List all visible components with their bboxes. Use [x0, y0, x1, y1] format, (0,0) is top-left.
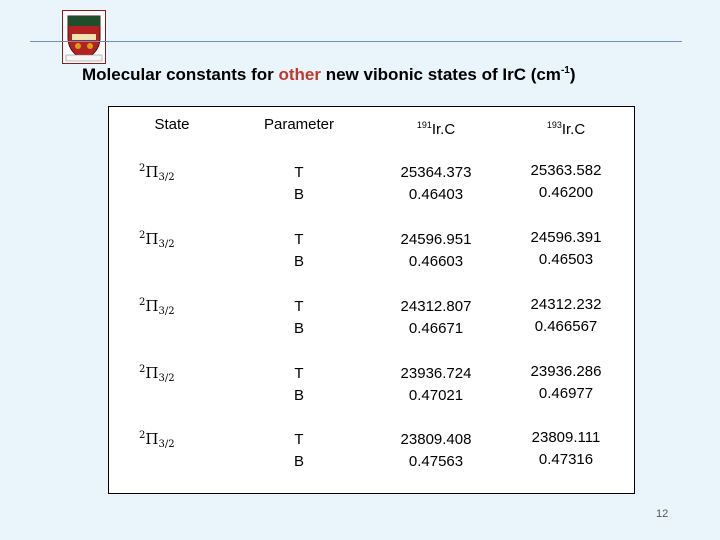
value-193-b: 0.47316 [538, 451, 594, 468]
param-b: B [293, 253, 304, 270]
value-191-b: 0.47563 [408, 453, 464, 470]
state-label: $^2\Pi_{3/2}$ [139, 163, 175, 183]
slide-title: Molecular constants for other new vibonic states of IrC $(cm^{-1})$ [82, 65, 576, 84]
param-t: T [294, 231, 304, 248]
university-crest-icon [62, 10, 106, 64]
param-b: B [293, 387, 304, 404]
page-number: 12 [656, 508, 669, 520]
param-b: B [293, 453, 304, 470]
value-193-t: 25363.582 [530, 162, 602, 179]
header-193irc: $^{193}$Ir.C [546, 120, 586, 138]
value-191-b: 0.46671 [408, 320, 464, 337]
state-label: $^2\Pi_{3/2}$ [139, 430, 175, 450]
param-b: B [293, 186, 304, 203]
value-191-b: 0.46403 [408, 186, 464, 203]
title-highlight: other [278, 65, 321, 84]
value-191-t: 24312.807 [400, 298, 472, 315]
param-t: T [294, 431, 304, 448]
value-193-b: 0.46503 [538, 251, 594, 268]
state-label: $^2\Pi_{3/2}$ [139, 364, 175, 384]
value-191-b: 0.46603 [408, 253, 464, 270]
state-label: $^2\Pi_{3/2}$ [139, 297, 175, 317]
value-191-t: 24596.951 [400, 231, 472, 248]
value-193-t: 23809.111 [531, 429, 601, 446]
header-state: State [154, 116, 190, 133]
value-191-t: 23809.408 [400, 431, 472, 448]
param-t: T [294, 164, 304, 181]
value-191-t: 23936.724 [400, 365, 472, 382]
value-193-t: 24312.232 [530, 296, 602, 313]
value-193-t: 24596.391 [530, 229, 602, 246]
value-193-b: 0.466567 [534, 318, 598, 335]
state-label: $^2\Pi_{3/2}$ [139, 230, 175, 250]
value-193-t: 23936.286 [530, 363, 602, 380]
header-divider [30, 41, 682, 42]
header-191irc: $^{191}$Ir.C [416, 120, 456, 138]
value-193-b: 0.46200 [538, 184, 594, 201]
param-t: T [294, 298, 304, 315]
value-193-b: 0.46977 [538, 385, 594, 402]
header-parameter: Parameter [263, 116, 335, 133]
param-b: B [293, 320, 304, 337]
constants-table [108, 106, 635, 494]
value-191-b: 0.47021 [408, 387, 464, 404]
param-t: T [294, 365, 304, 382]
value-191-t: 25364.373 [400, 164, 472, 181]
